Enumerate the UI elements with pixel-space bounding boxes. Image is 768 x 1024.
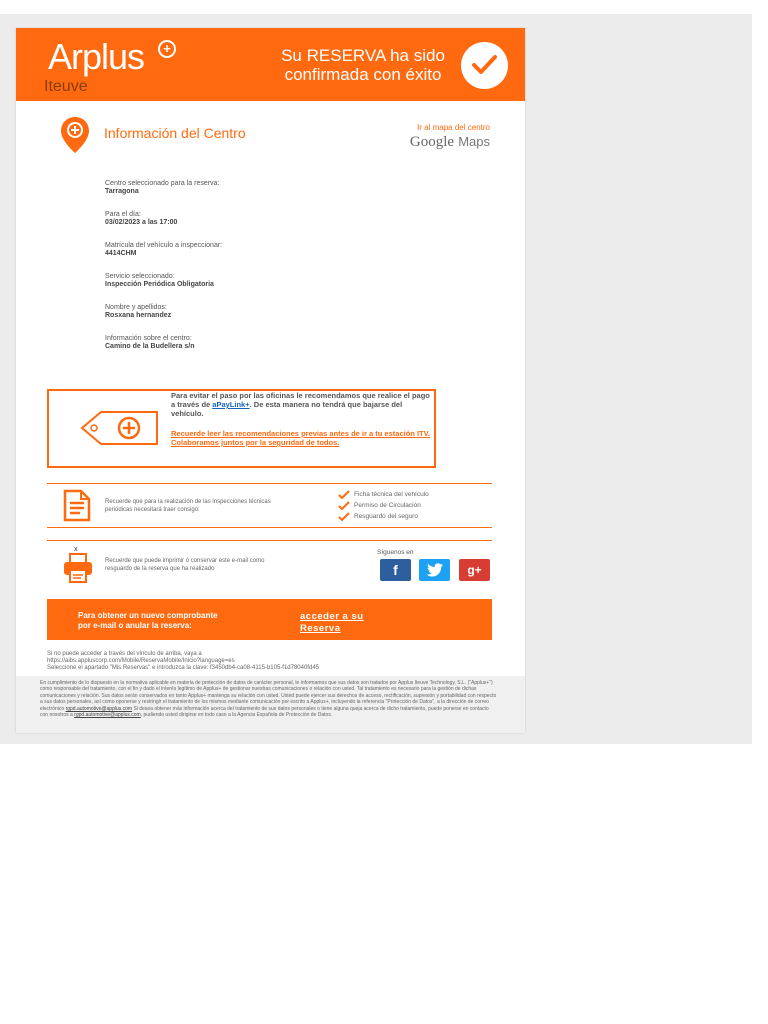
detail-label: Nombre y apellidos: [105, 304, 167, 311]
documents-checklist [338, 489, 488, 522]
legal-text-part-3: , pudiendo usted dirigirse en todo caso a la Agencia Española de Protección de Datos. [140, 712, 333, 719]
detail-label: Información sobre el centro: [105, 335, 192, 342]
detail-label: Matrícula del vehículo a inspeccionar: [105, 242, 223, 249]
google-word: Google [409, 134, 455, 150]
map-link[interactable]: Ir al mapa del centro [417, 123, 490, 132]
google-maps-logo[interactable] [396, 133, 490, 151]
cta-line-2: por e-mail o anular la reserva: [78, 621, 192, 630]
document-icon [63, 489, 91, 527]
privacy-email-link[interactable]: rgpd.automotive@applus.com [65, 705, 133, 712]
detail-label: Servicio seleccionado: [105, 273, 175, 280]
detail-value: 4414CHM [105, 250, 137, 257]
detail-label: Centro seleccionado para la reserva: [105, 180, 220, 187]
detail-value: Camino de la Budellera s/n [105, 343, 195, 350]
print-note: Recuerde que puede imprimir ó conservar este e-mail como resguardo de la reserva que ha realizado [105, 558, 265, 572]
promo-text-start: Para evitar el paso por las oficinas le recomendamos que realice el pago a través de [171, 391, 430, 409]
price-tag-icon [79, 409, 161, 452]
check-icon [338, 512, 350, 521]
applus-logo: Arplus [48, 36, 145, 77]
detail-value: 03/02/2023 a las 17:00 [105, 219, 178, 226]
divider [47, 483, 492, 484]
checklist-item-label: Resguardo del seguro [354, 513, 418, 520]
checklist-item [338, 500, 488, 511]
confirmation-line-2: confirmada con éxito [284, 65, 442, 84]
documents-note: Recuerde que para la realización de las inspecciones técnicas periódicas necesitará traer consigo: [105, 499, 271, 513]
follow-us-label: Síguenos en [377, 549, 414, 556]
detail-value: Inspección Periódica Obligatoria [105, 281, 214, 288]
twitter-icon[interactable] [419, 559, 450, 581]
cta-line-1: Para obtener un nuevo comprobante [78, 611, 218, 620]
legal-text-part-2: Si desea obtener más información acerca del tratamiento de sus datos personales o tiene alguna queja acerca de dicho tratamiento, puede ponerse en contacto con nosotros a [40, 705, 489, 719]
apaylink-promo-box [47, 389, 436, 468]
divider [47, 527, 492, 528]
apaylink-link[interactable]: aPayLink+ [212, 400, 250, 409]
checklist-item-label: Permiso de Circulación [354, 502, 421, 509]
recommendations-link[interactable]: Recuerde leer las recomendaciones previas antes de ir a tu estación ITV. Colaboramos juntos por la seguridad de todos. [171, 429, 431, 447]
fallback-line-1: Si no puede acceder a través del vínculo de arriba, vaya a [47, 651, 202, 657]
checklist-item [338, 489, 488, 500]
section-title-center-info: Información del Centro [104, 125, 246, 141]
detail-name [105, 304, 405, 335]
manage-reservation-banner [47, 599, 492, 640]
privacy-email-link[interactable]: rgpd.automotive@applus.com [74, 712, 141, 719]
detail-plate [105, 242, 405, 273]
cta-text [78, 611, 218, 631]
detail-label: Para el día: [105, 211, 141, 218]
legal-text [40, 680, 498, 718]
fallback-line-3: Seleccione el apartado "Mis Reservas" e introduzca la clave: f3450db4-ca08-4115-b105-f1d78040fd45 [47, 665, 319, 671]
legal-text-part-1: En cumplimiento de lo dispuesto en la normativa aplicable en materia de protección de datos de carácter personal, le informamos que sus datos son tratados por Applus Iteuve Technology, S.L. ("Applus+") como responsable del tratamiento, con el fin y dado el interés legítimo de Applus+ de gestionar nuestras comunicaciones o relación con usted. Tal tratamiento es necesario para la gestión de dichas comunicaciones y relación. Sus datos serán conservados en tanto Applus+ mantenga su relación con usted. Usted puede ejercer sus derechos de acceso, rectificación, supresión y portabilidad con respecto a sus datos personales, así como oponerse y restringir el tratamiento de los mismos mediante comunicación por escrito a Applus+, incluyendo la referencia "Protección de Datos", a la dirección de correo electrónico [40, 680, 497, 712]
printer-icon [62, 552, 94, 589]
fallback-instructions [47, 651, 492, 672]
reservation-details [105, 180, 405, 366]
checklist-item [338, 511, 488, 522]
confirmation-line-1: Su RESERVA ha sido [281, 46, 445, 65]
legal-footer [16, 676, 525, 733]
detail-value: Tarragona [105, 188, 139, 195]
check-icon [338, 490, 350, 499]
divider [47, 540, 492, 541]
email-card [16, 28, 525, 733]
access-link-line-1: acceder a su [300, 611, 364, 622]
checklist-item-label: Ficha técnica del vehículo [354, 491, 429, 498]
promo-text [171, 391, 433, 418]
detail-center-info [105, 335, 405, 366]
access-link-line-2: Reserva [300, 623, 341, 634]
access-reservation-link[interactable] [300, 611, 364, 635]
logo-subtitle: Iteuve [44, 78, 88, 95]
detail-service [105, 273, 405, 304]
location-pin-icon [60, 116, 90, 159]
facebook-icon[interactable]: f [380, 559, 411, 581]
header-banner [16, 28, 525, 101]
promo-text-end: . De esta manera no tendrá que bajarse del vehículo. [171, 400, 403, 418]
check-circle-icon [461, 42, 508, 89]
detail-value: Rosxana hernandez [105, 312, 172, 319]
detail-center [105, 180, 405, 211]
detail-date [105, 211, 405, 242]
googleplus-icon[interactable]: g+ [459, 559, 490, 581]
maps-word: Maps [458, 134, 490, 149]
fallback-url: https://aibs.appluscorp.com/Mobile/ReservaMobile/Inicio?language=es [47, 658, 235, 664]
confirmation-message [263, 46, 463, 84]
logo-plus-icon: + [158, 40, 176, 58]
close-icon[interactable]: x [74, 546, 78, 553]
check-icon [338, 501, 350, 510]
